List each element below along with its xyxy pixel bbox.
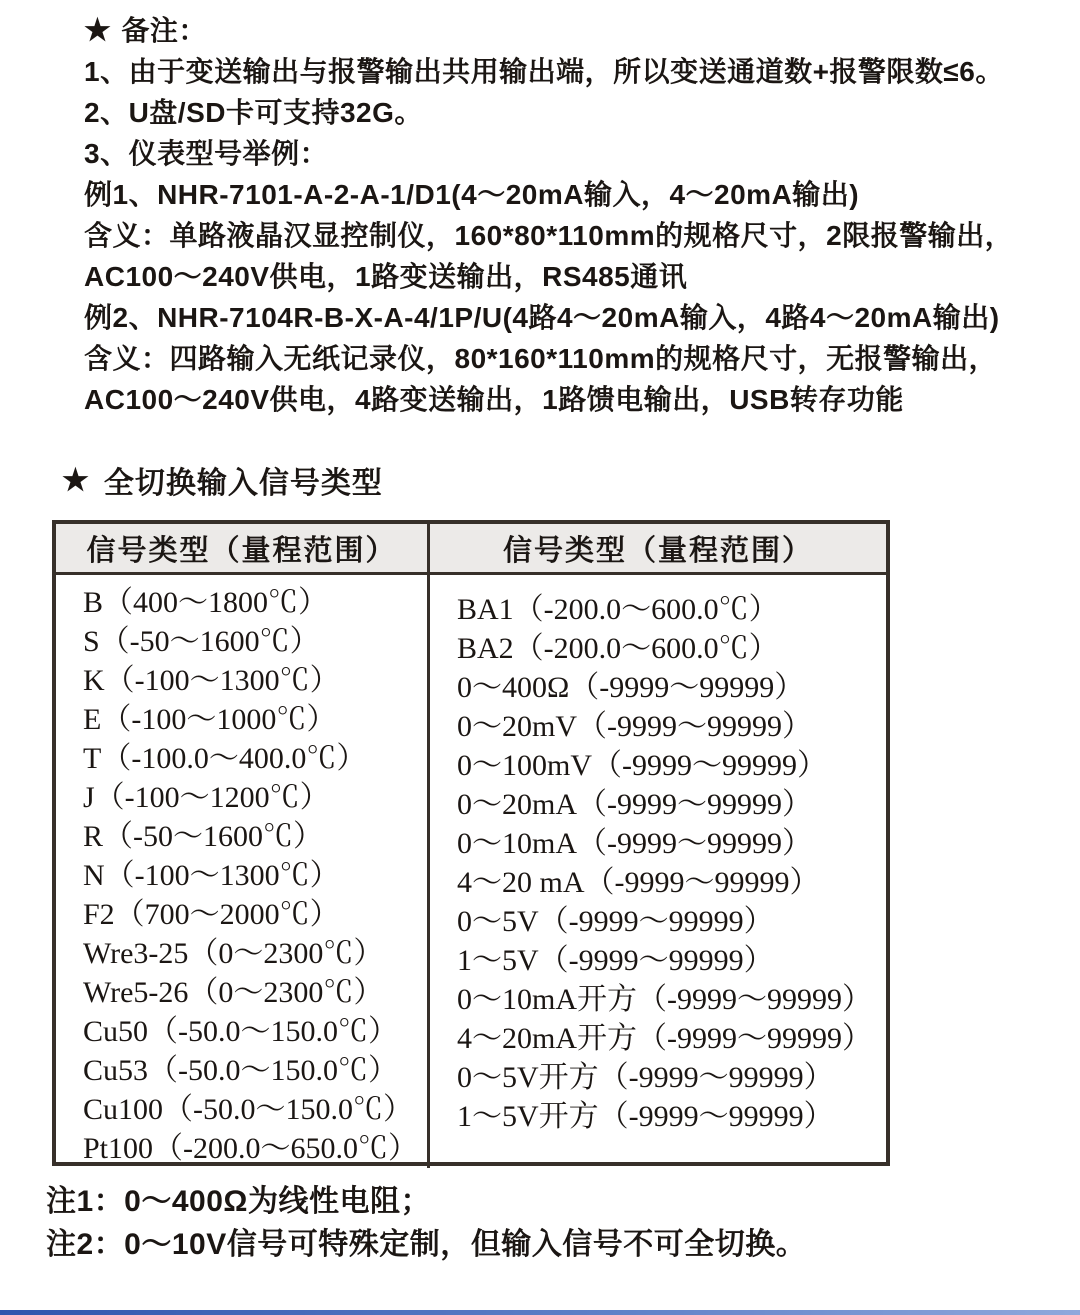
signal-row: 1～5V（-9999～99999） [457,944,774,977]
signal-section-title-line [62,458,383,502]
table-column-left [56,575,430,1168]
remark-line: 含义：单路液晶汉显控制仪，160*80*110mm的规格尺寸，2限报警输出， [84,220,1014,251]
footnote-line: 注2：0～10V信号可特殊定制，但输入信号不可全切换。 [46,1228,807,1261]
signal-row: Wre5-26（0～2300℃） [83,976,384,1009]
signal-row: Cu100（-50.0～150.0℃） [83,1093,413,1126]
signal-row: Cu50（-50.0～150.0℃） [83,1015,398,1048]
footer-accent-bar [0,1310,1080,1315]
remark-line: AC100～240V供电，1路变送输出，RS485通讯 [84,261,688,292]
signal-row: Pt100（-200.0～650.0℃） [83,1132,419,1165]
signal-row: K（-100～1300℃） [83,664,340,697]
remarks-title: 备注： [121,15,207,46]
signal-row: E（-100～1000℃） [83,703,337,736]
signal-row: 0～100mV（-9999～99999） [457,749,827,782]
signal-row: 0～400Ω（-9999～99999） [457,671,805,704]
signal-row: F2（700～2000℃） [83,898,340,931]
remarks-section [84,10,1024,420]
signal-row: J（-100～1200℃） [83,781,330,814]
star-icon: ★ [84,14,112,47]
signal-row: 4～20mA开方（-9999～99999） [457,1022,872,1055]
table-column-right [430,575,886,1168]
remark-line: 2、U盘/SD卡可支持32G。 [84,97,423,128]
table-header-left: 信号类型（量程范围） [56,524,430,575]
table-header-right: 信号类型（量程范围） [430,524,886,575]
signal-row: 0～10mA（-9999～99999） [457,827,812,860]
remark-line: 含义：四路输入无纸记录仪，80*160*110mm的规格尺寸，无报警输出， [84,343,998,374]
star-icon: ★ [62,463,90,497]
signal-row: T（-100.0～400.0℃） [83,742,367,775]
signal-row: 0～10mA开方（-9999～99999） [457,983,872,1016]
remarks-title-line [84,10,1024,51]
signal-row: R（-50～1600℃） [83,820,323,853]
signal-row: 1～5V开方（-9999～99999） [457,1100,834,1133]
signal-row: BA2（-200.0～600.0℃） [457,632,779,665]
remark-line: 例2、NHR-7104R-B-X-A-4/1P/U(4路4～20mA输入，4路4～20mA输出) [84,302,1000,333]
signal-row: B（400～1800℃） [83,586,329,619]
signal-row: N（-100～1300℃） [83,859,340,892]
signal-row: 4～20 mA（-9999～99999） [457,866,820,899]
remark-line: 例1、NHR-7101-A-2-A-1/D1(4～20mA输入，4～20mA输出) [84,179,860,210]
signal-row: S（-50～1600℃） [83,625,320,658]
table-footnotes [46,1180,806,1266]
signal-row: 0～20mA（-9999～99999） [457,788,812,821]
remark-line: 1、由于变送输出与报警输出共用输出端，所以变送通道数+报警限数≤6。 [84,56,1004,87]
signal-row: 0～5V开方（-9999～99999） [457,1061,834,1094]
footnote-line: 注1：0～400Ω为线性电阻； [46,1185,431,1218]
signal-section-title: 全切换输入信号类型 [103,467,383,500]
signal-row: 0～20mV（-9999～99999） [457,710,812,743]
signal-type-table [52,520,890,1166]
signal-row: Cu53（-50.0～150.0℃） [83,1054,398,1087]
remark-line: AC100～240V供电，4路变送输出，1路馈电输出，USB转存功能 [84,384,904,415]
signal-row: BA1（-200.0～600.0℃） [457,593,779,626]
remark-line: 3、仪表型号举例： [84,138,329,169]
signal-row: 0～5V（-9999～99999） [457,905,774,938]
signal-row: Wre3-25（0～2300℃） [83,937,384,970]
